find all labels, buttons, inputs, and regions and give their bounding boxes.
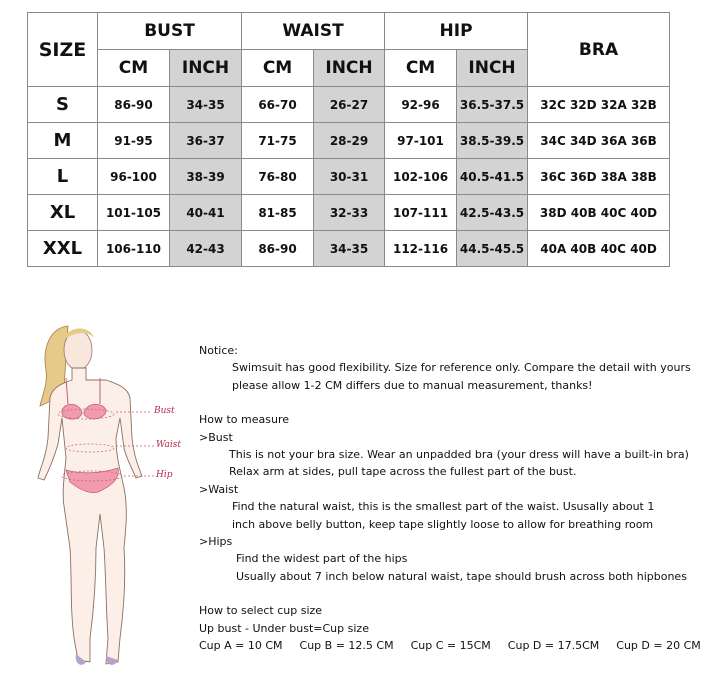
waist-inch-cell: 34-35 (314, 231, 385, 267)
size-cell: M (28, 123, 98, 159)
notice-line: please allow 1-2 CM differs due to manual measurement, thanks! (232, 378, 593, 392)
size-cell: L (28, 159, 98, 195)
hip-inch-cell: 36.5-37.5 (457, 87, 528, 123)
notice-title: Notice: (199, 344, 238, 357)
hip-cm-header: CM (385, 50, 457, 87)
cup-size-list (199, 637, 701, 654)
waist-inch-cell: 30-31 (314, 159, 385, 195)
hip-cm-cell: 92-96 (385, 87, 457, 123)
hip-inch-cell: 42.5-43.5 (457, 195, 528, 231)
cup-size-item: Cup A = 10 CM (199, 639, 283, 653)
size-row (28, 123, 670, 159)
cup-size-item: Cup D = 20 CM (616, 639, 701, 653)
bust-instruction: This is not your bra size. Wear an unpadded bra (your dress will have a built-in bra) (229, 448, 689, 462)
hips-instruction: Usually about 7 inch below natural waist, tape should brush across both hipbones (236, 569, 687, 583)
bust-label: Bust (154, 406, 175, 416)
waist-cm-cell: 81-85 (242, 195, 314, 231)
size-cell: XXL (28, 231, 98, 267)
cup-size-item: Cup C = 15CM (410, 639, 491, 653)
hip-cm-cell: 102-106 (385, 159, 457, 195)
cup-size-item: Cup D = 17.5CM (507, 639, 600, 653)
body-measurement-figure (20, 318, 190, 670)
size-cell: S (28, 87, 98, 123)
bust-inch-cell: 36-37 (170, 123, 242, 159)
bra-cell: 36C 36D 38A 38B (528, 159, 670, 195)
waist-inch-cell: 26-27 (314, 87, 385, 123)
hip-inch-cell: 44.5-45.5 (457, 231, 528, 267)
hip-cm-cell: 107-111 (385, 195, 457, 231)
bra-header: BRA (528, 13, 670, 87)
waist-label: Waist (156, 440, 181, 450)
bra-cell: 34C 34D 36A 36B (528, 123, 670, 159)
waist-instruction: inch above belly button, keep tape slightly loose to allow for breathing room (232, 517, 654, 531)
bust-inch-header: INCH (170, 50, 242, 87)
size-row (28, 231, 670, 267)
waist-inch-cell: 32-33 (314, 195, 385, 231)
bust-section-title: >Bust (199, 430, 233, 444)
bust-inch-cell: 42-43 (170, 231, 242, 267)
waist-section-title: >Waist (199, 482, 239, 496)
how-to-measure-title: How to measure (199, 413, 290, 427)
hip-inch-header: INCH (457, 50, 528, 87)
waist-header: WAIST (242, 13, 385, 50)
waist-cm-cell: 71-75 (242, 123, 314, 159)
size-row (28, 159, 670, 195)
notice-line: Swimsuit has good flexibility. Size for reference only. Compare the detail with yours (232, 361, 691, 375)
bust-instruction: Relax arm at sides, pull tape across the fullest part of the bust. (229, 465, 577, 479)
bust-cm-cell: 101-105 (98, 195, 170, 231)
hip-cm-cell: 112-116 (385, 231, 457, 267)
hip-header: HIP (385, 13, 528, 50)
size-chart-table (27, 12, 670, 267)
bra-cell: 40A 40B 40C 40D (528, 231, 670, 267)
bust-cm-cell: 91-95 (98, 123, 170, 159)
bust-inch-cell: 34-35 (170, 87, 242, 123)
hips-section-title: >Hips (199, 535, 233, 549)
bra-cell: 32C 32D 32A 32B (528, 87, 670, 123)
bust-cm-cell: 96-100 (98, 159, 170, 195)
hip-inch-cell: 40.5-41.5 (457, 159, 528, 195)
waist-instruction: Find the natural waist, this is the smallest part of the waist. Ususally about 1 (232, 500, 655, 514)
cup-size-formula: Up bust - Under bust=Cup size (199, 621, 369, 635)
cup-size-item: Cup B = 12.5 CM (299, 639, 394, 653)
hip-inch-cell: 38.5-39.5 (457, 123, 528, 159)
hip-cm-cell: 97-101 (385, 123, 457, 159)
bust-inch-cell: 40-41 (170, 195, 242, 231)
bust-cm-cell: 106-110 (98, 231, 170, 267)
size-row (28, 87, 670, 123)
hip-label: Hip (156, 470, 173, 480)
waist-cm-cell: 66-70 (242, 87, 314, 123)
size-row (28, 195, 670, 231)
waist-cm-cell: 86-90 (242, 231, 314, 267)
woman-silhouette-illustration (20, 318, 190, 670)
bust-cm-cell: 86-90 (98, 87, 170, 123)
size-cell: XL (28, 195, 98, 231)
bust-cm-header: CM (98, 50, 170, 87)
waist-inch-header: INCH (314, 50, 385, 87)
measurement-notes (199, 342, 701, 655)
bust-header: BUST (98, 13, 242, 50)
cup-size-title: How to select cup size (199, 604, 323, 618)
bra-cell: 38D 40B 40C 40D (528, 195, 670, 231)
hips-instruction: Find the widest part of the hips (236, 552, 408, 566)
waist-cm-header: CM (242, 50, 314, 87)
size-header: SIZE (28, 13, 98, 87)
bust-inch-cell: 38-39 (170, 159, 242, 195)
waist-cm-cell: 76-80 (242, 159, 314, 195)
waist-inch-cell: 28-29 (314, 123, 385, 159)
